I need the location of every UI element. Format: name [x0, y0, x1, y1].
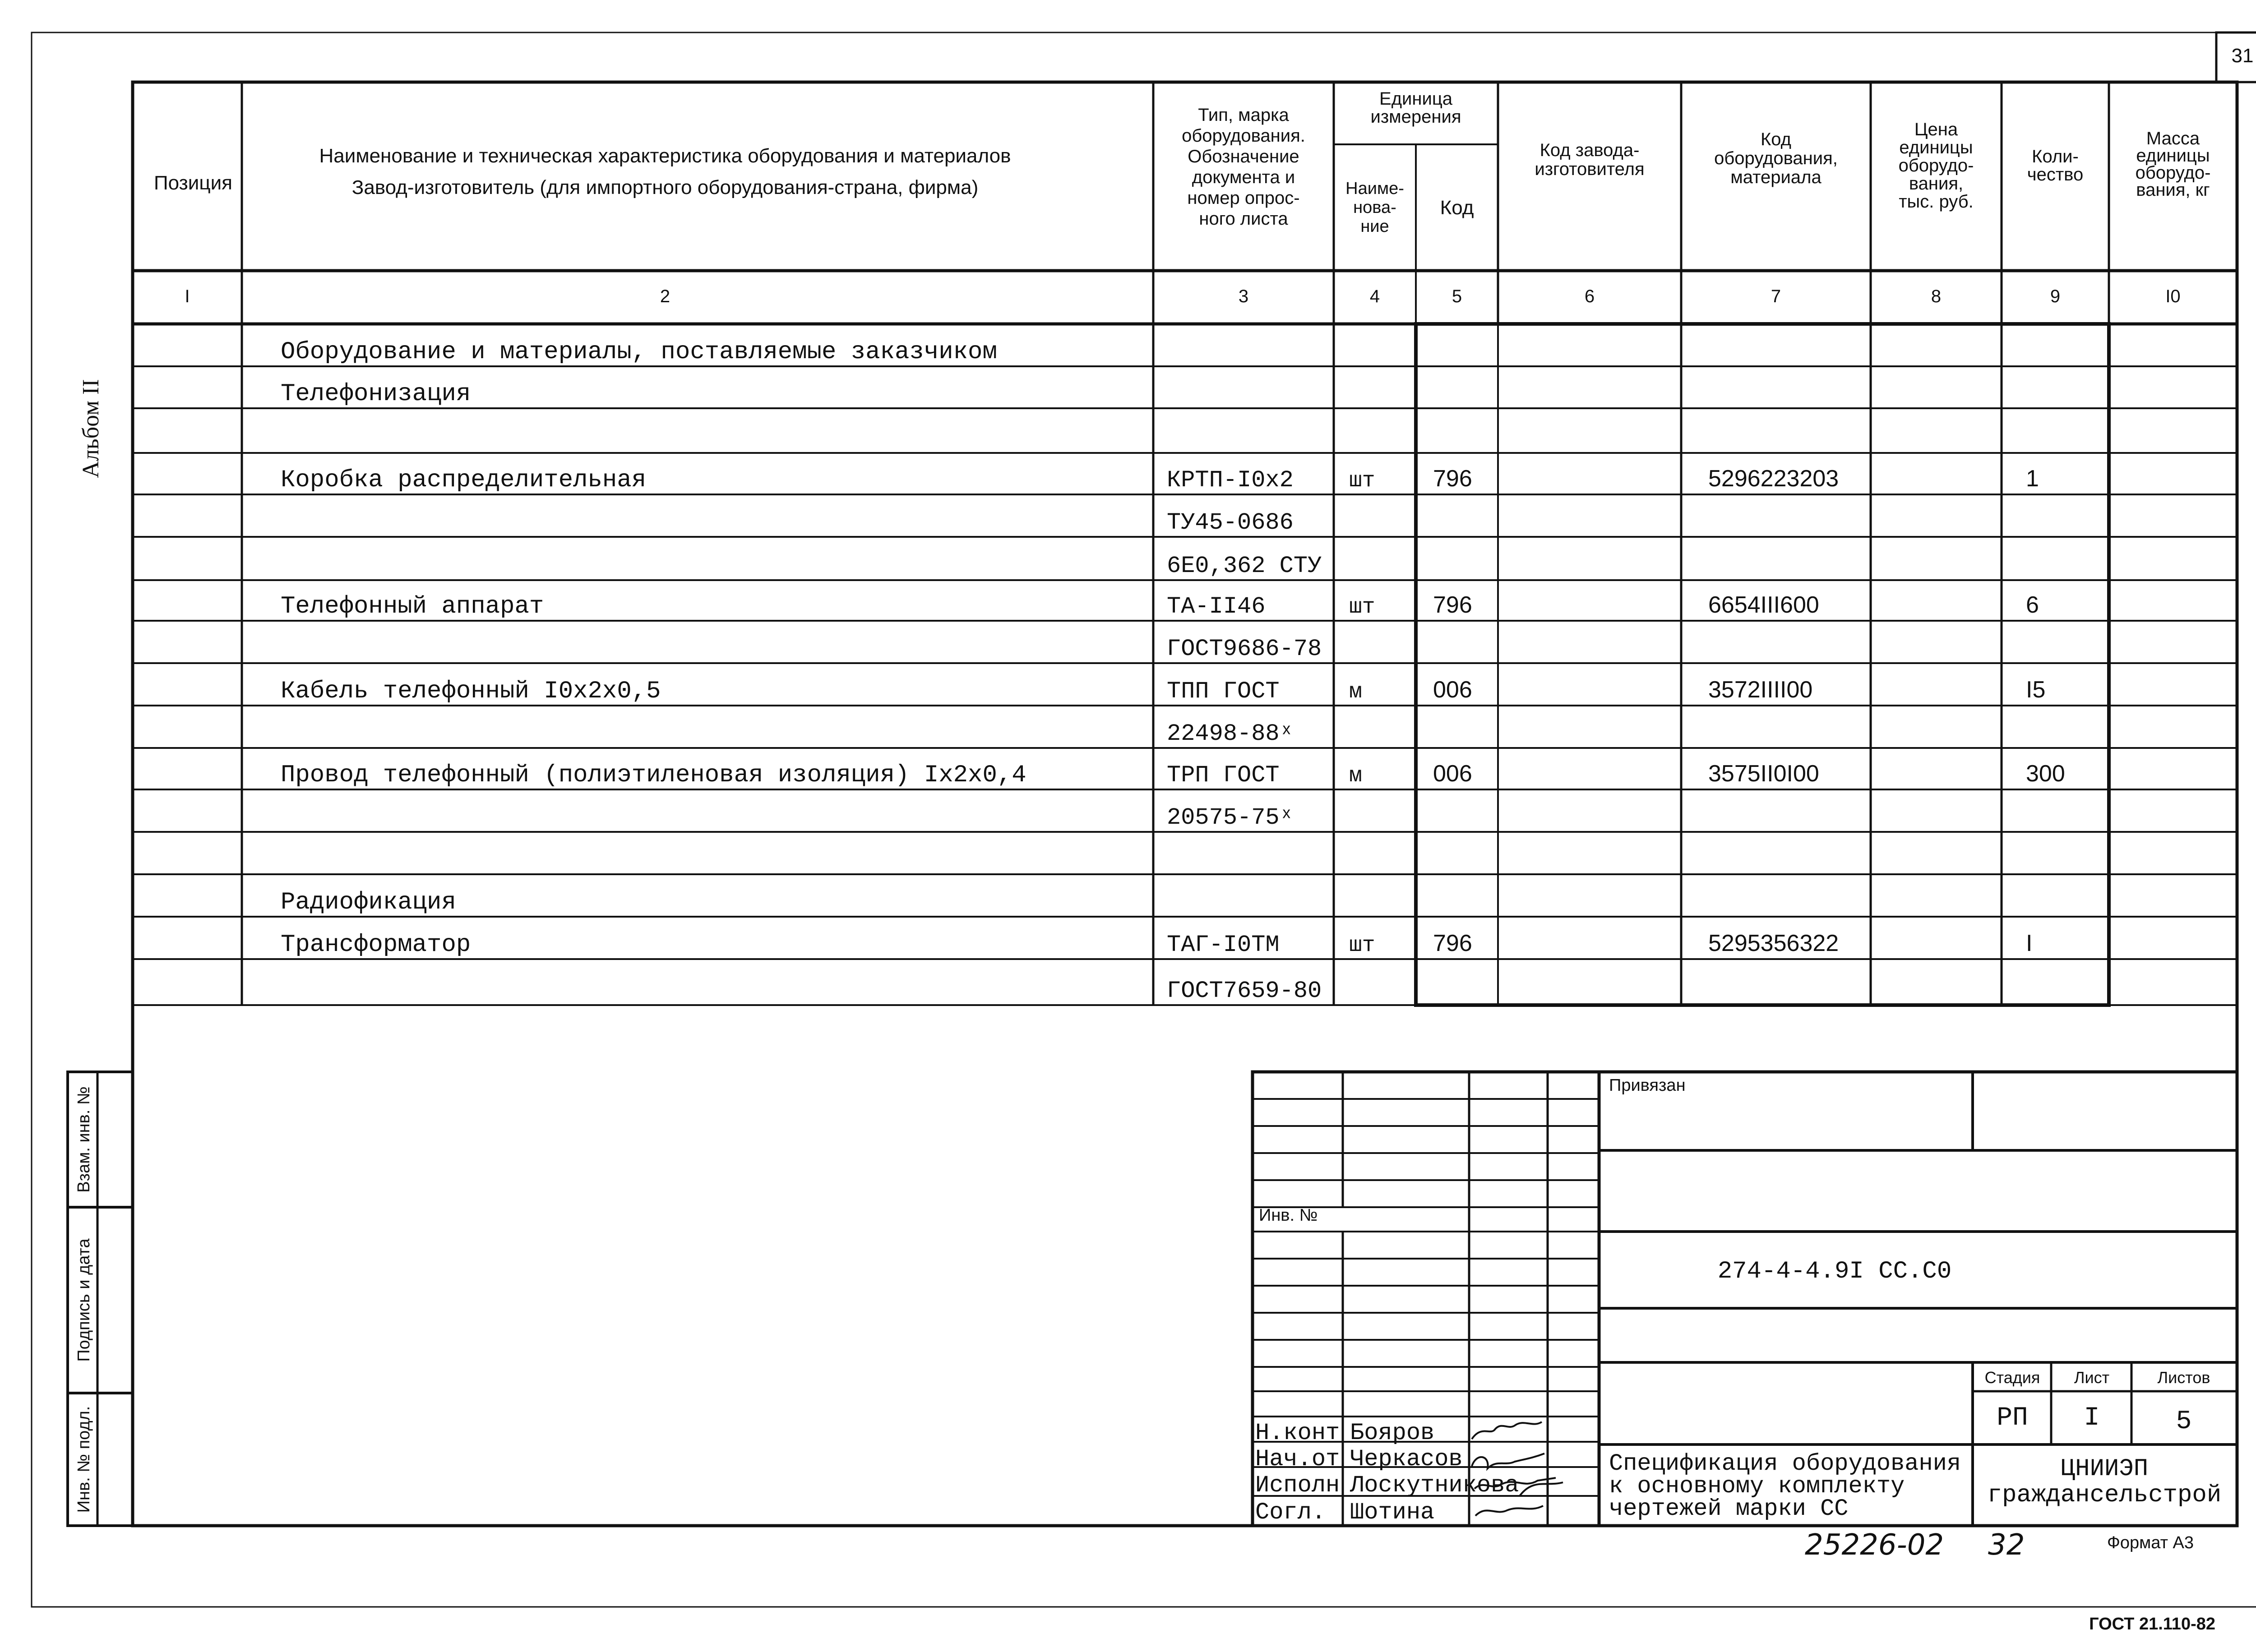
header-maker-code — [1535, 140, 1644, 179]
header-name-line1: Наименование и техническая характеристика оборудования и материалов — [319, 145, 1011, 167]
row-name: Провод телефонный (полиэтиленовая изоляция) Ix2x0,4 — [281, 761, 1026, 789]
row-type: КРТП-I0x2 — [1167, 467, 1294, 494]
header-type-line: номер опрос- — [1187, 188, 1300, 208]
signer-name: Черкасов — [1350, 1446, 1463, 1472]
header-qty-line: чество — [2027, 165, 2084, 185]
sheet-label: Лист — [2074, 1368, 2110, 1387]
table-row — [281, 380, 471, 408]
header-unit-name-line: Наиме- — [1345, 179, 1404, 198]
column-numbers-row — [185, 286, 2180, 306]
document-title — [1609, 1450, 1961, 1522]
table-row — [1167, 978, 1322, 1004]
table-row — [281, 338, 997, 366]
signature-images — [1472, 1422, 1563, 1516]
header-price-line: оборудо- — [1898, 156, 1974, 175]
column-number: I — [185, 286, 190, 306]
format-label: Формат А3 — [2107, 1533, 2194, 1552]
signers-list — [1255, 1420, 1519, 1526]
header-unit-name — [1345, 179, 1404, 236]
header-mass-line: вания, кг — [2136, 180, 2210, 200]
column-number: 3 — [1238, 286, 1249, 306]
handwritten-reference: 25226-02 — [1805, 1528, 1944, 1562]
row-type: 22498-88ˣ — [1167, 720, 1294, 747]
sheets-value: 5 — [2176, 1407, 2192, 1436]
document-title-line: чертежей марки СС — [1609, 1495, 1849, 1522]
row-unit-code: 796 — [1433, 592, 1472, 618]
table-row — [1167, 553, 1322, 579]
row-unit: м — [1349, 764, 1362, 788]
row-type: ТРП ГОСТ — [1167, 762, 1280, 789]
header-unit-code: Код — [1440, 197, 1474, 219]
specification-table — [133, 82, 2237, 1005]
signer-role: Н.конт — [1255, 1420, 1340, 1446]
margin-sign-date: Подпись и дата — [74, 1238, 93, 1362]
margin-inv-orig: Инв. № подл. — [74, 1406, 93, 1513]
header-mass-line: Масса — [2146, 129, 2200, 148]
header-item-line: материала — [1730, 167, 1821, 187]
row-name: Оборудование и материалы, поставляемые заказчиком — [281, 338, 997, 366]
signer-name: Лоскутникова — [1350, 1472, 1519, 1499]
header-unit-name-line: нова- — [1353, 198, 1396, 217]
row-quantity: 6 — [2026, 592, 2039, 618]
header-mass — [2136, 129, 2211, 200]
row-name: Трансформатор — [281, 931, 471, 959]
document-code: 274-4-4.9I СС.С0 — [1717, 1258, 1952, 1285]
header-price-line: Цена — [1914, 120, 1958, 139]
table-row — [281, 761, 2065, 789]
column-number: 5 — [1452, 286, 1462, 306]
row-name: Кабель телефонный I0x2x0,5 — [281, 678, 661, 705]
row-type: 6Е0,362 СТУ — [1167, 553, 1322, 579]
organization-name — [1988, 1455, 2221, 1509]
row-item-code: 5295356322 — [1708, 930, 1839, 956]
header-qty-line: Коли- — [2032, 147, 2079, 166]
header-item-line: оборудования, — [1714, 148, 1838, 168]
header-type-line: документа и — [1192, 167, 1295, 187]
header-position: Позиция — [154, 172, 232, 194]
column-number: 7 — [1771, 286, 1781, 306]
table-row — [1167, 720, 1294, 747]
header-unit-group-line: измерения — [1370, 107, 1461, 127]
row-item-code: 3572IIII00 — [1708, 677, 1813, 703]
margin-inv-replace: Взам. инв. № — [74, 1086, 93, 1193]
header-type-mark — [1182, 105, 1305, 229]
header-price-line: вания, — [1909, 174, 1964, 194]
sheets-label: Листов — [2157, 1368, 2210, 1387]
row-unit-code: 006 — [1433, 761, 1472, 787]
table-row-lines — [133, 366, 2237, 959]
header-price — [1899, 120, 1974, 212]
row-quantity: I5 — [2026, 677, 2046, 703]
table-row — [281, 889, 456, 916]
header-type-line: Тип, марка — [1198, 105, 1289, 125]
row-unit: шт — [1349, 469, 1375, 493]
row-type: ТУ45-0686 — [1167, 509, 1294, 536]
row-type: ГОСТ7659-80 — [1167, 978, 1322, 1004]
signer-role: Нач.от — [1255, 1446, 1340, 1472]
gost-footer: ГОСТ 21.110-82 — [2089, 1615, 2215, 1634]
row-unit-code: 796 — [1433, 466, 1472, 492]
column-number: 2 — [660, 286, 670, 306]
header-unit-name-line: ние — [1360, 217, 1389, 236]
header-unit-group-line: Единица — [1379, 89, 1452, 109]
organization-line: ЦНИИЭП — [2060, 1455, 2149, 1483]
column-number: 9 — [2050, 286, 2061, 306]
table-row — [1167, 636, 1322, 662]
row-quantity: 1 — [2026, 466, 2039, 492]
column-number: 4 — [1369, 286, 1380, 306]
header-type-line: ного листа — [1199, 209, 1288, 229]
table-row — [281, 592, 2039, 620]
row-quantity: I — [2026, 930, 2033, 956]
outer-frame — [32, 32, 2256, 1607]
row-unit: шт — [1349, 595, 1375, 619]
row-item-code: 5296223203 — [1708, 466, 1839, 492]
header-unit-group — [1370, 89, 1461, 127]
signer-role: Исполн — [1255, 1472, 1340, 1499]
header-mass-line: единицы — [2136, 146, 2210, 166]
table-row — [1167, 804, 1294, 831]
stage-value: РП — [1997, 1403, 2028, 1433]
page-number: 31 — [2231, 45, 2254, 67]
column-number: 6 — [1584, 286, 1595, 306]
row-name: Телефонный аппарат — [281, 593, 544, 620]
header-quantity — [2027, 147, 2083, 185]
row-name: Коробка распределительная — [281, 466, 647, 494]
row-unit-code: 006 — [1433, 677, 1472, 703]
inv-label: Инв. № — [1259, 1206, 1318, 1225]
bound-label: Привязан — [1609, 1076, 1686, 1095]
signer-role: Согл. — [1255, 1499, 1326, 1526]
row-type: ТАГ-I0ТМ — [1167, 932, 1280, 958]
header-maker-line: изготовителя — [1535, 159, 1645, 179]
document-title-line: Спецификация оборудования — [1609, 1450, 1961, 1477]
row-type: ГОСТ9686-78 — [1167, 636, 1322, 662]
table-row — [281, 930, 2032, 959]
table-row — [1167, 509, 1294, 536]
signer-name: Шотина — [1350, 1499, 1435, 1526]
header-price-line: тыс. руб. — [1899, 192, 1974, 212]
organization-line: граждансельстрой — [1987, 1481, 2222, 1509]
column-number: 8 — [1931, 286, 1942, 306]
header-name-line2: Завод-изготовитель (для импортного оборудования-страна, фирма) — [351, 176, 979, 198]
row-unit: шт — [1349, 933, 1375, 958]
table-row — [281, 677, 2045, 705]
row-unit-code: 796 — [1433, 930, 1472, 956]
column-number: I0 — [2165, 286, 2181, 306]
row-name: Телефонизация — [281, 380, 471, 408]
row-name: Радиофикация — [281, 889, 456, 916]
table-rows — [281, 338, 2065, 1004]
header-item-line: Код — [1760, 129, 1792, 149]
row-type: ТПП ГОСТ — [1167, 678, 1280, 705]
handwritten-page: 32 — [1988, 1528, 2025, 1562]
row-item-code: 6654III600 — [1708, 592, 1819, 618]
row-quantity: 300 — [2026, 761, 2065, 787]
header-type-line: оборудования. — [1182, 126, 1305, 146]
sheet-value: I — [2084, 1403, 2100, 1433]
signer-name: Бояров — [1350, 1420, 1435, 1446]
row-item-code: 3575II0I00 — [1708, 761, 1819, 787]
row-unit: м — [1349, 680, 1362, 704]
row-type: 20575-75ˣ — [1167, 804, 1294, 831]
row-type: ТА-II46 — [1167, 593, 1266, 620]
header-item-code — [1714, 129, 1838, 187]
stage-label: Стадия — [1984, 1368, 2040, 1387]
header-type-line: Обозначение — [1188, 147, 1299, 166]
header-mass-line: оборудо- — [2135, 163, 2211, 183]
margin-stamp — [68, 1072, 133, 1526]
table-row — [281, 466, 2039, 494]
header-price-line: единицы — [1899, 138, 1973, 157]
document-title-line: к основному комплекту — [1609, 1473, 1905, 1500]
header-maker-line: Код завода- — [1539, 140, 1640, 160]
album-label: Альбом II — [78, 379, 104, 478]
